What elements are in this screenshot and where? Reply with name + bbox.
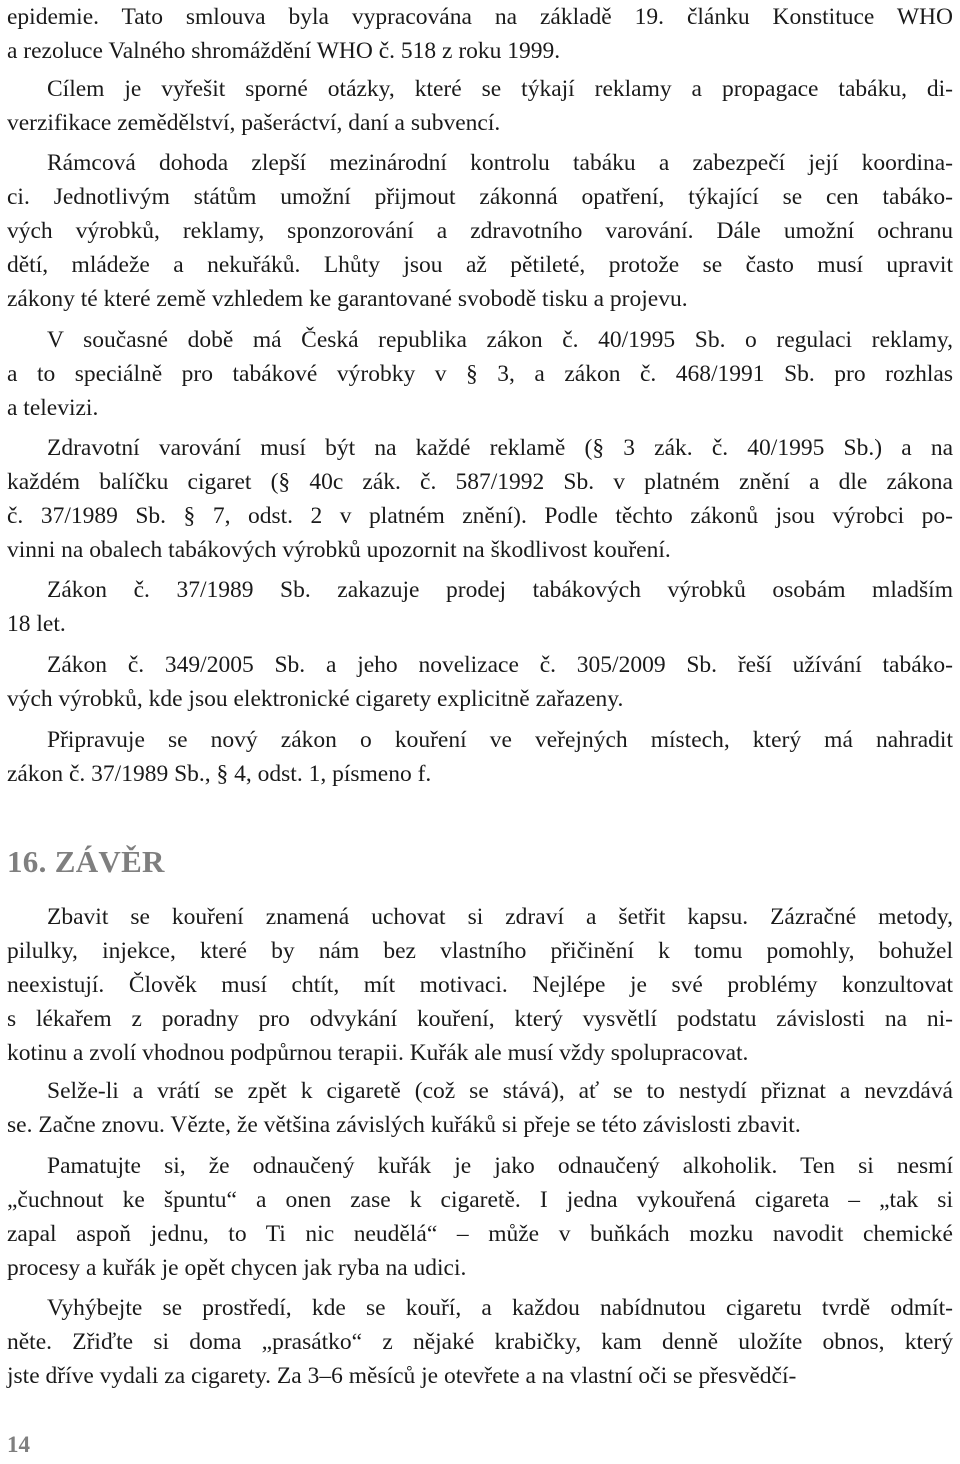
paragraph [7, 1149, 953, 1285]
text-line: Zbavit se kouření znamená uchovat si zdraví a šetřit kapsu. Zázračné metody, [47, 904, 953, 930]
text-line: kotinu a zvolí vhodnou podpůrnou terapii. Kuřák ale musí vždy spolupracovat. [7, 1040, 749, 1066]
text-line: neexistují. Člověk musí chtít, mít motivaci. Nejlépe je své problémy konzultovat [7, 972, 953, 998]
paragraph [7, 648, 953, 716]
text-line: Rámcová dohoda zlepší mezinárodní kontrolu tabáku a zabezpečí její koordina- [47, 150, 953, 176]
paragraph [7, 323, 953, 425]
section-number: 16. [7, 844, 47, 879]
paragraph [7, 0, 953, 68]
section-heading [7, 840, 165, 884]
text-line: zákon č. 37/1989 Sb., § 4, odst. 1, písmeno f. [7, 761, 432, 787]
text-line: každém balíčku cigaret (§ 40c zák. č. 587/1992 Sb. v platném znění a dle zákona [7, 469, 953, 495]
text-line: a televizi. [7, 395, 99, 421]
text-line: a to speciálně pro tabákové výrobky v § 3, a zákon č. 468/1991 Sb. pro rozhlas [7, 361, 953, 387]
paragraph [7, 723, 953, 791]
text-line: č. 37/1989 Sb. § 7, odst. 2 v platném znění). Podle těchto zákonů jsou výrobci po- [7, 503, 953, 529]
paragraph [7, 1074, 953, 1142]
text-line: Vyhýbejte se prostředí, kde se kouří, a každou nabídnutou cigaretu tvrdě odmít- [47, 1295, 953, 1321]
text-line: epidemie. Tato smlouva byla vypracována na základě 19. článku Konstituce WHO [7, 4, 953, 30]
text-line: pilulky, injekce, které by nám bez vlastního přičinění k tomu pomohly, bohužel [7, 938, 953, 964]
paragraph [7, 1291, 953, 1393]
text-line: Připravuje se nový zákon o kouření ve veřejných místech, který má nahradit [47, 727, 953, 753]
text-line: vých výrobků, reklamy, sponzorování a zdravotního varování. Dále umožní ochranu [7, 218, 953, 244]
text-line: ci. Jednotlivým státům umožní přijmout zákonná opatření, týkající se cen tabáko- [7, 184, 953, 210]
text-line: 18 let. [7, 611, 66, 637]
text-line: zákony té které země vzhledem ke garantované svobodě tisku a projevu. [7, 286, 688, 312]
text-line: zapal aspoň jednu, to Ti nic neudělá“ – může v buňkách mozku navodit chemické [7, 1221, 953, 1247]
text-line: jste dříve vydali za cigarety. Za 3–6 měsíců je otevřete a na vlastní oči se přesvědčí- [7, 1363, 797, 1389]
section-title: ZÁVĚR [54, 844, 165, 879]
text-line: verzifikace zemědělství, pašeráctví, daní a subvencí. [7, 110, 501, 136]
text-line: procesy a kuřák je opět chycen jak ryba na udici. [7, 1255, 467, 1281]
text-line: a rezoluce Valného shromáždění WHO č. 518 z roku 1999. [7, 38, 561, 64]
text-line: Pamatujte si, že odnaučený kuřák je jako odnaučený alkoholik. Ten si nesmí [47, 1153, 953, 1179]
text-line: dětí, mládeže a nekuřáků. Lhůty jsou až pětileté, protože se často musí upravit [7, 252, 953, 278]
paragraph [7, 431, 953, 567]
text-line: „čuchnout ke špuntu“ a onen zase k cigaretě. I jedna vykouřená cigareta – „tak si [7, 1187, 953, 1213]
text-line: Zdravotní varování musí být na každé reklamě (§ 3 zák. č. 40/1995 Sb.) a na [47, 435, 953, 461]
text-line: něte. Zřiďte si doma „prasátko“ z nějaké krabičky, kam denně uložíte obnos, který [7, 1329, 953, 1355]
text-line: Cílem je vyřešit sporné otázky, které se týkají reklamy a propagace tabáku, di- [47, 76, 953, 102]
text-line: vinni na obalech tabákových výrobků upozornit na škodlivost kouření. [7, 537, 671, 563]
paragraph [7, 146, 953, 316]
text-line: vých výrobků, kde jsou elektronické cigarety explicitně zařazeny. [7, 686, 624, 712]
text-line: s lékařem z poradny pro odvykání kouření, který vysvětlí podstatu závislosti na ni- [7, 1006, 953, 1032]
page-number: 14 [7, 1432, 30, 1457]
text-line: V současné době má Česká republika zákon č. 40/1995 Sb. o regulaci reklamy, [47, 327, 953, 353]
paragraph [7, 900, 953, 1070]
text-line: Selže-li a vrátí se zpět k cigaretě (což se stává), ať se to nestydí přiznat a nevzdává [47, 1078, 953, 1104]
paragraph [7, 72, 953, 140]
text-line: Zákon č. 349/2005 Sb. a jeho novelizace č. 305/2009 Sb. řeší užívání tabáko- [47, 652, 953, 678]
paragraph [7, 573, 953, 641]
text-line: se. Začne znovu. Vězte, že většina závislých kuřáků si přeje se této závislosti zbavit. [7, 1112, 801, 1138]
text-line: Zákon č. 37/1989 Sb. zakazuje prodej tabákových výrobků osobám mladším [47, 577, 953, 603]
